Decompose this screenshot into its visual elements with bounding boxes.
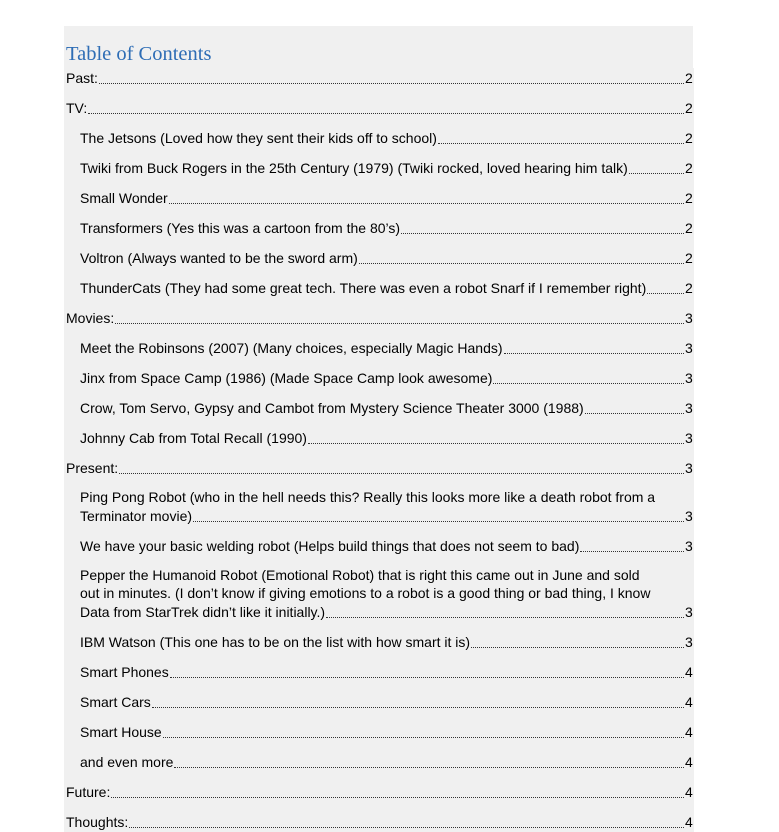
- toc-entry-label: Smart House: [80, 724, 162, 740]
- toc-entry[interactable]: [64, 368, 694, 388]
- toc-entry[interactable]: [64, 566, 694, 622]
- toc-entries: [64, 68, 694, 832]
- toc-spacer: [64, 448, 694, 458]
- dot-leader: [152, 697, 684, 708]
- toc-entry-page-number: 2: [685, 220, 693, 236]
- toc-entry-line: [64, 248, 694, 268]
- toc-entry-label: Jinx from Space Camp (1986) (Made Space Camp look awesome): [80, 370, 493, 386]
- toc-entry[interactable]: [64, 488, 694, 526]
- toc-spacer: [64, 88, 694, 98]
- toc-spacer: [64, 298, 694, 308]
- toc-entry-page-number: 4: [685, 724, 693, 740]
- toc-spacer: [64, 358, 694, 368]
- dot-leader: [115, 313, 684, 324]
- dot-leader: [493, 373, 684, 384]
- dot-leader: [359, 253, 684, 264]
- toc-entry[interactable]: [64, 158, 694, 178]
- toc-spacer: [64, 478, 694, 488]
- toc-entry-label: Voltron (Always wanted to be the sword arm): [80, 250, 358, 266]
- toc-entry-page-number: 3: [685, 400, 693, 416]
- toc-entry-label: Data from StarTrek didn’t like it initially.): [80, 604, 326, 620]
- toc-entry[interactable]: [64, 752, 694, 772]
- dot-leader: [308, 433, 684, 444]
- toc-entry-page-number: 3: [685, 604, 693, 620]
- toc-entry-line: [64, 692, 694, 712]
- toc-entry-line: [64, 782, 694, 802]
- toc-entry-label: Meet the Robinsons (2007) (Many choices, especially Magic Hands): [80, 340, 503, 356]
- toc-heading: Table of Contents: [64, 26, 693, 68]
- toc-entry[interactable]: [64, 308, 694, 328]
- toc-entry-line: [64, 602, 694, 622]
- dot-leader: [585, 403, 684, 414]
- toc-entry-label: Twiki from Buck Rogers in the 25th Century (1979) (Twiki rocked, loved hearing him talk): [80, 160, 628, 176]
- toc-entry-label: TV:: [66, 100, 88, 116]
- toc-entry-page-number: 2: [685, 280, 693, 296]
- toc-entry-line: [64, 398, 694, 418]
- toc-entry-page-number: 2: [685, 250, 693, 266]
- toc-entry-page-number: 2: [685, 190, 693, 206]
- toc-entry[interactable]: [64, 278, 694, 298]
- toc-entry[interactable]: [64, 218, 694, 238]
- dot-leader: [580, 541, 684, 552]
- toc-entry[interactable]: [64, 812, 694, 832]
- toc-entry-page-number: 3: [685, 430, 693, 446]
- toc-entry-page-number: 2: [685, 100, 693, 116]
- toc-spacer: [64, 118, 694, 128]
- dot-leader: [471, 637, 684, 648]
- toc-entry-label: Future:: [66, 784, 111, 800]
- toc-entry-text-line: Pepper the Humanoid Robot (Emotional Robot) that is right this came out in June and sold: [80, 567, 640, 583]
- toc-entry[interactable]: [64, 428, 694, 448]
- toc-entry-page-number: 4: [685, 664, 693, 680]
- toc-entry-page-number: 2: [685, 130, 693, 146]
- dot-leader: [504, 343, 684, 354]
- toc-spacer: [64, 622, 694, 632]
- toc-entry-line: [64, 536, 694, 556]
- toc-entry[interactable]: [64, 338, 694, 358]
- dot-leader: [119, 463, 684, 474]
- toc-entry-page-number: 4: [685, 754, 693, 770]
- toc-entry-page-number: 2: [685, 160, 693, 176]
- toc-entry[interactable]: [64, 248, 694, 268]
- toc-entry[interactable]: [64, 722, 694, 742]
- toc-entry-line: [64, 128, 694, 148]
- toc-spacer: [64, 682, 694, 692]
- toc-entry-line: [64, 158, 694, 178]
- toc-entry-line: [64, 722, 694, 742]
- toc-entry-page-number: 3: [685, 340, 693, 356]
- toc-entry[interactable]: [64, 662, 694, 682]
- toc-spacer: [64, 328, 694, 338]
- toc-entry-line: [64, 368, 694, 388]
- toc-entry-line: [64, 632, 694, 652]
- toc-entry-text-line: Ping Pong Robot (who in the hell needs this? Really this looks more like a death robot from a: [80, 489, 656, 505]
- toc-entry-line: [64, 308, 694, 328]
- toc-spacer: [64, 238, 694, 248]
- toc-entry-label: IBM Watson (This one has to be on the list with how smart it is): [80, 634, 471, 650]
- toc-entry-page-number: 4: [685, 694, 693, 710]
- dot-leader: [99, 73, 684, 84]
- toc-entry-line: [64, 812, 694, 832]
- table-of-contents: [64, 26, 694, 832]
- dot-leader: [647, 283, 684, 294]
- toc-entry-label: Crow, Tom Servo, Gypsy and Cambot from Mystery Science Theater 3000 (1988): [80, 400, 584, 416]
- toc-entry-label: Past:: [66, 70, 98, 86]
- toc-entry[interactable]: [64, 632, 694, 652]
- toc-entry-label: Transformers (Yes this was a cartoon from the 80’s): [80, 220, 401, 236]
- toc-entry-line: [64, 506, 694, 526]
- dot-leader: [401, 223, 684, 234]
- toc-entry-page-number: 3: [685, 460, 693, 476]
- toc-entry-page-number: 3: [685, 538, 693, 554]
- toc-entry-line: [64, 428, 694, 448]
- toc-entry-label: Smart Phones: [80, 664, 169, 680]
- toc-spacer: [64, 652, 694, 662]
- toc-entry-label: ThunderCats (They had some great tech. There was even a robot Snarf if I remember right): [80, 280, 647, 296]
- toc-spacer: [64, 148, 694, 158]
- toc-spacer: [64, 772, 694, 782]
- toc-entry-line: [64, 662, 694, 682]
- toc-entry-line: [64, 458, 694, 478]
- toc-entry-line: [64, 98, 694, 118]
- toc-entry[interactable]: [64, 536, 694, 556]
- toc-entry-page-number: 3: [685, 508, 693, 524]
- dot-leader: [163, 727, 684, 738]
- toc-entry-page-number: 2: [685, 70, 693, 86]
- toc-entry-label: Movies:: [66, 310, 115, 326]
- toc-entry-line: [64, 68, 694, 88]
- toc-entry-label: and even more: [80, 754, 174, 770]
- toc-entry-line: [64, 278, 694, 298]
- toc-entry-wrapped-text: [64, 566, 680, 602]
- toc-entry-label: Smart Cars: [80, 694, 151, 710]
- toc-entry-label: Thoughts:: [66, 814, 129, 830]
- dot-leader: [193, 511, 684, 522]
- toc-entry[interactable]: [64, 692, 694, 712]
- dot-leader: [111, 787, 684, 798]
- toc-spacer: [64, 268, 694, 278]
- toc-entry-wrapped-text: [64, 488, 680, 506]
- toc-entry-line: [64, 338, 694, 358]
- dot-leader: [170, 667, 684, 678]
- toc-entry-label: We have your basic welding robot (Helps build things that does not seem to bad): [80, 538, 580, 554]
- toc-entry-line: [64, 188, 694, 208]
- toc-entry-label: Small Wonder: [80, 190, 168, 206]
- dot-leader: [88, 103, 684, 114]
- toc-spacer: [64, 556, 694, 566]
- dot-leader: [129, 817, 684, 828]
- toc-entry-label: Johnny Cab from Total Recall (1990): [80, 430, 307, 446]
- toc-entry[interactable]: [64, 128, 694, 148]
- toc-entry-page-number: 3: [685, 634, 693, 650]
- dot-leader: [169, 193, 684, 204]
- toc-spacer: [64, 418, 694, 428]
- toc-entry-page-number: 3: [685, 310, 693, 326]
- dot-leader: [326, 607, 684, 618]
- toc-entry[interactable]: [64, 188, 694, 208]
- toc-entry-text-line: out in minutes. (I don’t know if giving emotions to a robot is a good thing or bad thing, I know: [80, 585, 651, 601]
- toc-entry-label: Terminator movie): [80, 508, 193, 524]
- toc-entry-label: Present:: [66, 460, 119, 476]
- toc-spacer: [64, 712, 694, 722]
- dot-leader: [174, 757, 684, 768]
- toc-spacer: [64, 388, 694, 398]
- toc-entry-page-number: 3: [685, 370, 693, 386]
- toc-entry-line: [64, 752, 694, 772]
- toc-entry-label: The Jetsons (Loved how they sent their kids off to school): [80, 130, 437, 146]
- toc-entry[interactable]: [64, 782, 694, 802]
- toc-spacer: [64, 208, 694, 218]
- toc-spacer: [64, 526, 694, 536]
- toc-entry-page-number: 4: [685, 784, 693, 800]
- toc-spacer: [64, 178, 694, 188]
- toc-entry[interactable]: [64, 458, 694, 478]
- dot-leader: [629, 163, 684, 174]
- toc-entry-line: [64, 218, 694, 238]
- toc-entry[interactable]: [64, 68, 694, 88]
- dot-leader: [438, 133, 684, 144]
- toc-spacer: [64, 802, 694, 812]
- toc-entry[interactable]: [64, 398, 694, 418]
- toc-entry[interactable]: [64, 98, 694, 118]
- toc-spacer: [64, 742, 694, 752]
- toc-entry-page-number: 4: [685, 814, 693, 830]
